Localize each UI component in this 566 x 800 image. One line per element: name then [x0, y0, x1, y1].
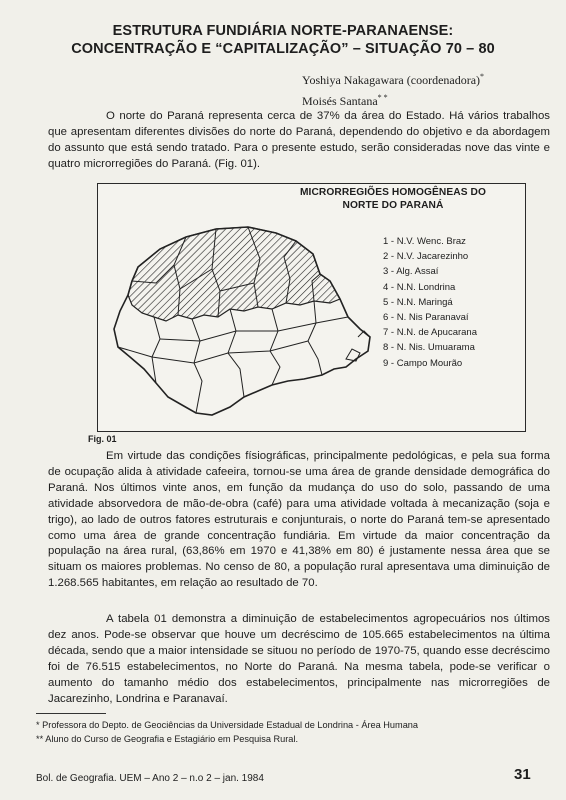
figure-title-line-2: NORTE DO PARANÁ [342, 200, 444, 211]
paragraph-intro: O norte do Paraná representa cerca de 37% da área do Estado. Há vários trabalhos que apresentam diferentes divisões do norte do Paraná, dependendo do objetivo e da abordagem do assunto que está sendo tratado. Para o presente estudo, serão consideradas nove das vinte e quatro microrregiões do Paraná. (Fig. 01). [48, 110, 550, 170]
figure-title-line-1: MICRORREGIÕES HOMOGÊNEAS DO [299, 187, 487, 198]
title-line-2: CONCENTRAÇÃO E “CAPITALIZAÇÃO” – SITUAÇÃO 70 – 80 [71, 41, 495, 57]
legend-item: 9 - Campo Mourão [383, 357, 463, 369]
author-1-name: Yoshiya Nakagawara (coordenadora) [302, 73, 481, 87]
title-line-1: ESTRUTURA FUNDIÁRIA NORTE-PARANAENSE: [112, 23, 454, 39]
page-number: 31 [514, 766, 531, 783]
legend-item: 3 - Alg. Assaí [383, 266, 439, 278]
article-title [30, 22, 536, 58]
footnote-2: ** Aluno do Curso de Geografia e Estagiário em Pesquisa Rural. [36, 734, 298, 744]
legend-item: 6 - N. Nis Paranavaí [383, 312, 469, 324]
authors [302, 68, 484, 110]
legend-item: 7 - N.N. de Apucarana [383, 327, 477, 339]
author-1-mark: * [480, 72, 485, 81]
footnotes [36, 718, 418, 746]
legend-item: 4 - N.N. Londrina [383, 281, 456, 293]
author-2 [302, 89, 484, 110]
footnote-divider [36, 713, 106, 714]
author-2-name: Moisés Santana [302, 94, 378, 108]
figure-title [268, 186, 518, 212]
paragraph-conditions: Em virtude das condições físiográficas, principalmente pedológicas, e pela sua forma de ocupação alida à atividade cafeeira, tornou-se uma área de grande densidade demográfica do Paraná. Nos últimos vinte anos, em função da mudança do uso do solo, passando de uma atividade absorvedora de mão-de-obra (café) para uma atividade voltada à mecanização (soja e trigo), ao lado de outros fatores estruturais e conjunturais, o norte do Paraná tem-se apresentado como uma área de grande concentração fundiária. Em virtude da maior concentração da população na área rural, (63,86% em 1970 e 41,38% em 80) é justamente nessa área que se situam os maiores problemas. No censo de 80, a população rural apresentava uma diminuição de 1.268.565 habitantes, em relação ao resultado de 70. [48, 450, 550, 590]
legend-item: 8 - N. Nis. Umuarama [383, 342, 475, 354]
legend-item: 5 - N.N. Maringá [383, 296, 453, 308]
legend-item: 2 - N.V. Jacarezinho [383, 251, 469, 263]
paragraph-table: A tabela 01 demonstra a diminuição de estabelecimentos agropecuários nos últimos dez anos. Pode-se observar que houve um decréscimo de 105.665 estabelecimentos na última década, sendo que a maior intensidade se situou no período de 1970-75, quando esse decréscimo foi de 76.515 estabelecimentos, no Norte do Paraná. Na mesma tabela, pode-se verificar o aumento do tamanho médio dos estabelecimentos, principalmente nas microrregiões de Jacarezinho, Londrina e Paranavaí. [48, 613, 550, 705]
journal-footer: Bol. de Geografia. UEM – Ano 2 – n.o 2 – jan. 1984 [36, 773, 264, 784]
author-1 [302, 68, 484, 89]
legend-item: 1 - N.V. Wenc. Braz [383, 236, 466, 247]
figure-caption: Fig. 01 [88, 434, 117, 444]
figure-map-box [97, 183, 526, 432]
parana-map [108, 219, 378, 424]
map-legend [383, 234, 477, 371]
footnote-1: * Professora do Depto. de Geociências da Universidade Estadual de Londrina - Área Humana [36, 720, 419, 730]
author-2-mark: * * [377, 93, 388, 102]
